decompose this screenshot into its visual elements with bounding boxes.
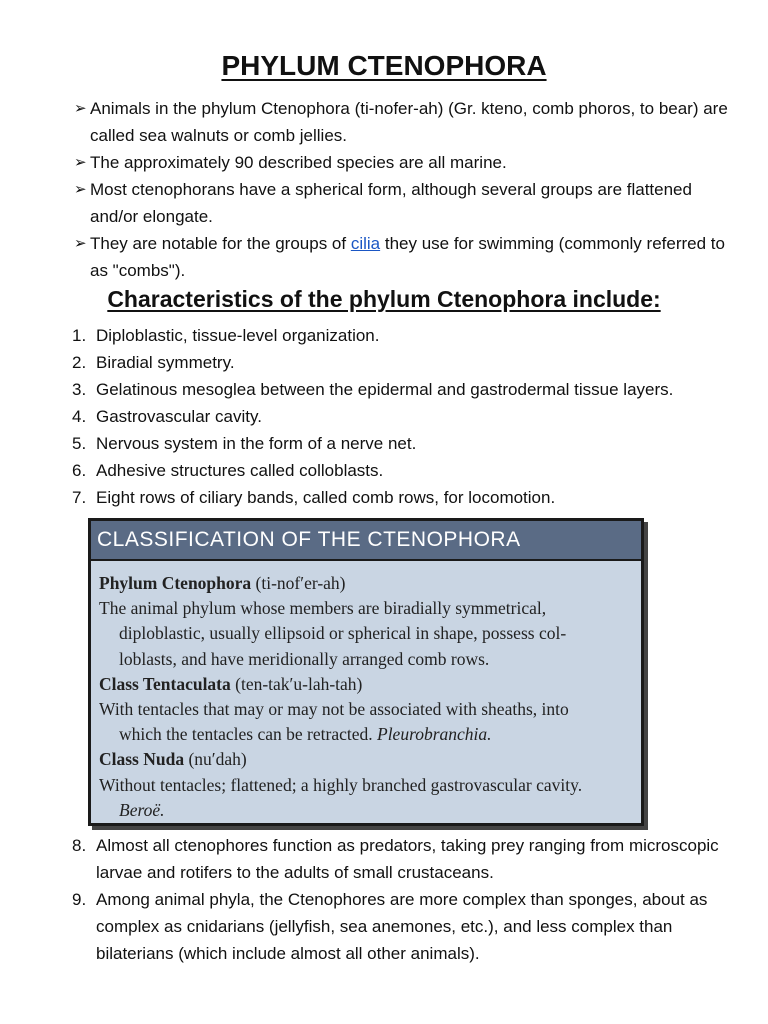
class-nuda-example: Beroë. <box>119 799 165 820</box>
item-text: Adhesive structures called colloblasts. <box>96 461 384 480</box>
list-item <box>72 832 752 886</box>
item-text: Among animal phyla, the Ctenophores are more complex than sponges, about as complex as cnidarians (jellyfish, sea anemones, etc.), and less complex than bilaterians (which include almost all other animals). <box>96 890 708 963</box>
bullet-text: Animals in the phylum Ctenophora (ti-nofer-ah) (Gr. kteno, comb phoros, to bear) are called sea walnuts or comb jellies. <box>90 99 728 145</box>
item-number: 2. <box>72 353 87 372</box>
intro-bullet <box>72 149 732 176</box>
item-number: 3. <box>72 380 87 399</box>
list-item <box>72 430 752 457</box>
item-text: Almost all ctenophores function as predators, taking prey ranging from microscopic larvae and rotifers to the adults of small crustaceans. <box>96 836 719 882</box>
arrow-bullet-icon: ➢ <box>74 100 87 117</box>
class-tentaculata-pronunciation: (ten-tak′u-lah-tah) <box>230 673 363 694</box>
more-characteristics-list <box>72 832 752 967</box>
phylum-description-line: loblasts, and have meridionally arranged comb rows. <box>119 648 490 669</box>
list-item <box>72 886 752 967</box>
classification-heading: CLASSIFICATION OF THE CTENOPHORA <box>91 521 641 561</box>
page-title: PHYLUM CTENOPHORA <box>221 50 547 81</box>
class-nuda-line <box>99 747 641 772</box>
phylum-name: Phylum Ctenophora <box>99 573 252 593</box>
bullet-text: The approximately 90 described species are all marine. <box>90 153 507 172</box>
item-number: 1. <box>72 326 87 345</box>
item-number: 6. <box>72 461 87 480</box>
item-number: 7. <box>72 488 87 507</box>
characteristics-heading: Characteristics of the phylum Ctenophora include: <box>107 286 661 312</box>
cilia-link[interactable]: cilia <box>350 234 381 253</box>
item-number: 8. <box>72 836 87 855</box>
class-tentaculata-name: Class Tentaculata <box>99 673 231 694</box>
class-tentaculata-description-line <box>99 722 641 747</box>
intro-bullet <box>72 230 732 284</box>
class-tentaculata-line <box>99 672 641 697</box>
item-number: 9. <box>72 890 87 909</box>
phylum-description-line: diploblastic, usually ellipsoid or spherical in shape, possess col- <box>119 623 567 644</box>
arrow-bullet-icon: ➢ <box>74 181 87 198</box>
bullet-text-after-link: they use for swimming (commonly referred to as "combs"). <box>90 234 725 280</box>
intro-bullet <box>72 95 732 149</box>
list-item <box>72 403 752 430</box>
item-text: Biradial symmetry. <box>96 353 235 372</box>
class-nuda-description-line: Without tentacles; flattened; a highly branched gastrovascular cavity. <box>99 774 583 795</box>
phylum-pronunciation: (ti-nof′er-ah) <box>251 573 346 593</box>
item-text: Diploblastic, tissue-level organization. <box>96 326 380 345</box>
item-number: 4. <box>72 407 87 426</box>
class-tentaculata-example: Pleurobranchia. <box>377 724 492 745</box>
list-item <box>72 484 752 511</box>
item-text: Nervous system in the form of a nerve net. <box>96 434 417 453</box>
bullet-text: Most ctenophorans have a spherical form, although several groups are flattened and/or elongate. <box>90 180 692 226</box>
list-item <box>72 457 752 484</box>
class-nuda-example-line <box>99 798 641 823</box>
classification-box <box>88 518 644 826</box>
characteristics-list <box>72 322 752 511</box>
list-item <box>72 376 752 403</box>
item-text: Gelatinous mesoglea between the epidermal and gastrodermal tissue layers. <box>96 380 674 399</box>
arrow-bullet-icon: ➢ <box>74 154 87 171</box>
list-item <box>72 322 752 349</box>
bullet-text-before-link: They are notable for the groups of <box>90 234 351 253</box>
item-text: Eight rows of ciliary bands, called comb rows, for locomotion. <box>96 488 556 507</box>
arrow-bullet-icon: ➢ <box>74 235 87 252</box>
class-nuda-pronunciation: (nu′dah) <box>184 749 247 770</box>
item-text: Gastrovascular cavity. <box>96 407 262 426</box>
class-tentaculata-description-line: With tentacles that may or may not be associated with sheaths, into <box>99 699 569 720</box>
class-nuda-name: Class Nuda <box>99 749 185 770</box>
phylum-line <box>99 571 641 596</box>
list-item <box>72 349 752 376</box>
item-number: 5. <box>72 434 87 453</box>
phylum-description-line: The animal phylum whose members are biradially symmetrical, <box>99 598 547 619</box>
class-tentaculata-description-text: which the tentacles can be retracted. <box>119 724 377 745</box>
intro-bullet-list <box>72 95 732 284</box>
intro-bullet <box>72 176 732 230</box>
classification-content <box>91 561 641 823</box>
